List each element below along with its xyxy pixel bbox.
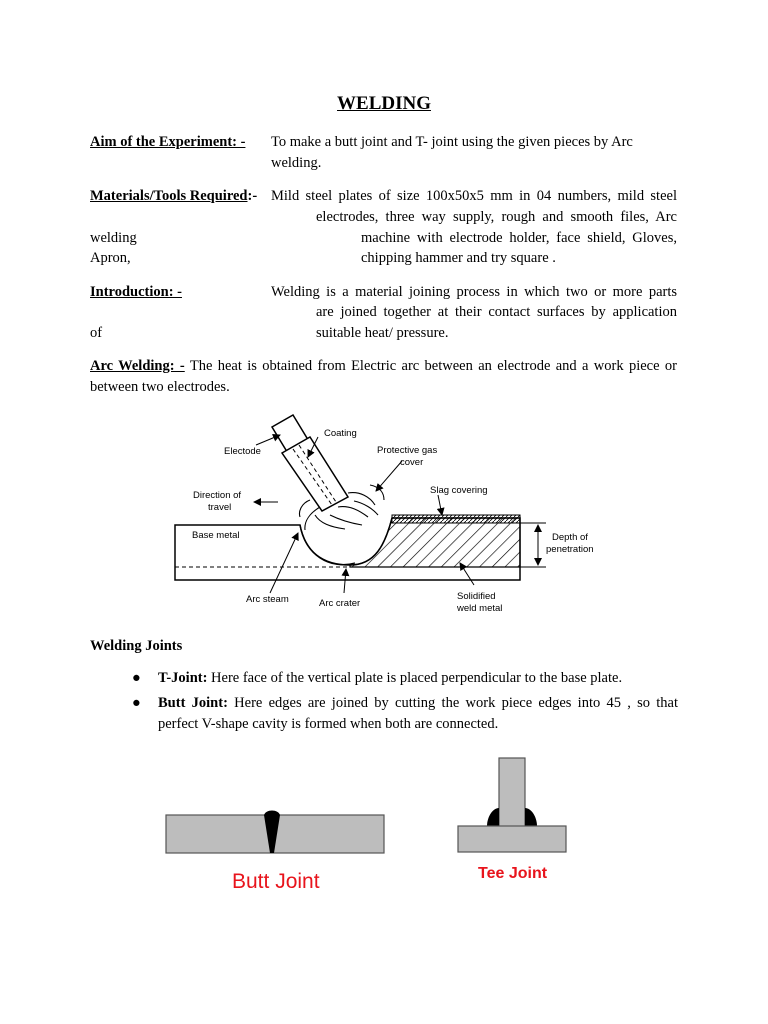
tee-joint-figure [452, 752, 576, 886]
label-arc-crater: Arc crater [319, 598, 361, 609]
butt-joint-figure [160, 805, 392, 900]
tee-joint-base-plate [458, 826, 566, 852]
tee-joint-vertical-plate [499, 758, 525, 828]
aim-text-line2: welding. [271, 155, 322, 171]
label-solidified-2: weld metal [457, 603, 503, 614]
label-depth-2: penetration [546, 544, 594, 555]
joint-description: Here face of the vertical plate is placed perpendicular to the base plate. [207, 670, 623, 686]
welding-joints-heading: Welding Joints [90, 638, 183, 654]
materials-line4-left: Apron, [90, 250, 131, 266]
materials-label [90, 186, 257, 207]
joint-term: Butt Joint: [158, 695, 228, 711]
tee-joint-label: Tee Joint [478, 865, 548, 882]
aim-text-line1: To make a butt joint and T- joint using the given pieces by Arc [271, 134, 633, 150]
bullet-icon: ● [132, 695, 141, 711]
solidified-weld-metal [350, 518, 520, 567]
label-electrode: Electode [224, 446, 261, 457]
label-base-metal: Base metal [192, 530, 240, 541]
list-item [118, 668, 678, 689]
label-direction-1: Direction of [193, 490, 242, 501]
joint-description: Here edges are joined by cutting the work piece edges into 45 , so that perfect V-shape cavity is formed when both are connected. [158, 695, 678, 732]
label-solidified-1: Solidified [457, 591, 496, 602]
arc-welding-line2: between two electrodes. [90, 379, 230, 395]
introduction-line1: Welding is a material joining process in which two or more parts [271, 284, 677, 300]
label-arc-steam: Arc steam [246, 594, 289, 605]
materials-label-text: Materials/Tools Required [90, 188, 248, 204]
arc-welding-label: Arc Welding: - [90, 358, 185, 374]
materials-line3-left: welding [90, 230, 137, 246]
introduction-line3-right: suitable heat/ pressure. [316, 325, 449, 341]
label-protective-gas-1: Protective gas [377, 445, 438, 456]
materials-label-suffix: :- [247, 188, 258, 204]
tee-joint-weld-right [525, 808, 537, 826]
introduction-label: Introduction: - [90, 284, 182, 300]
list-item [118, 693, 678, 735]
materials-line2: electrodes, three way supply, rough and smooth files, Arc [316, 209, 677, 225]
tee-joint-weld-left [487, 808, 499, 826]
label-protective-gas-2: cover [400, 457, 424, 468]
label-coating: Coating [324, 428, 357, 439]
arc-welding-line1 [90, 356, 677, 377]
materials-line4-right: chipping hammer and try square . [361, 250, 556, 266]
materials-line3-right: machine with electrode holder, face shield, Gloves, [361, 230, 677, 246]
slag-covering [392, 515, 520, 523]
welding-joints-list [118, 668, 678, 739]
arc-welding-text1: The heat is obtained from Electric arc between an electrode and a work piece or [184, 358, 677, 374]
joint-term: T-Joint: [158, 670, 208, 686]
label-depth-1: Depth of [552, 532, 588, 543]
label-direction-2: travel [208, 502, 232, 513]
materials-line1: Mild steel plates of size 100x50x5 mm in 04 numbers, mild steel [271, 188, 677, 204]
arc-welding-diagram [170, 405, 610, 620]
introduction-line3-left: of [90, 325, 103, 341]
introduction-line2: are joined together at their contact surfaces by application [316, 304, 677, 320]
aim-label: Aim of the Experiment: - [90, 134, 246, 150]
label-slag: Slag covering [430, 485, 488, 496]
butt-joint-label: Butt Joint [232, 870, 320, 893]
page-title: WELDING [337, 93, 431, 114]
bullet-icon: ● [132, 670, 141, 686]
